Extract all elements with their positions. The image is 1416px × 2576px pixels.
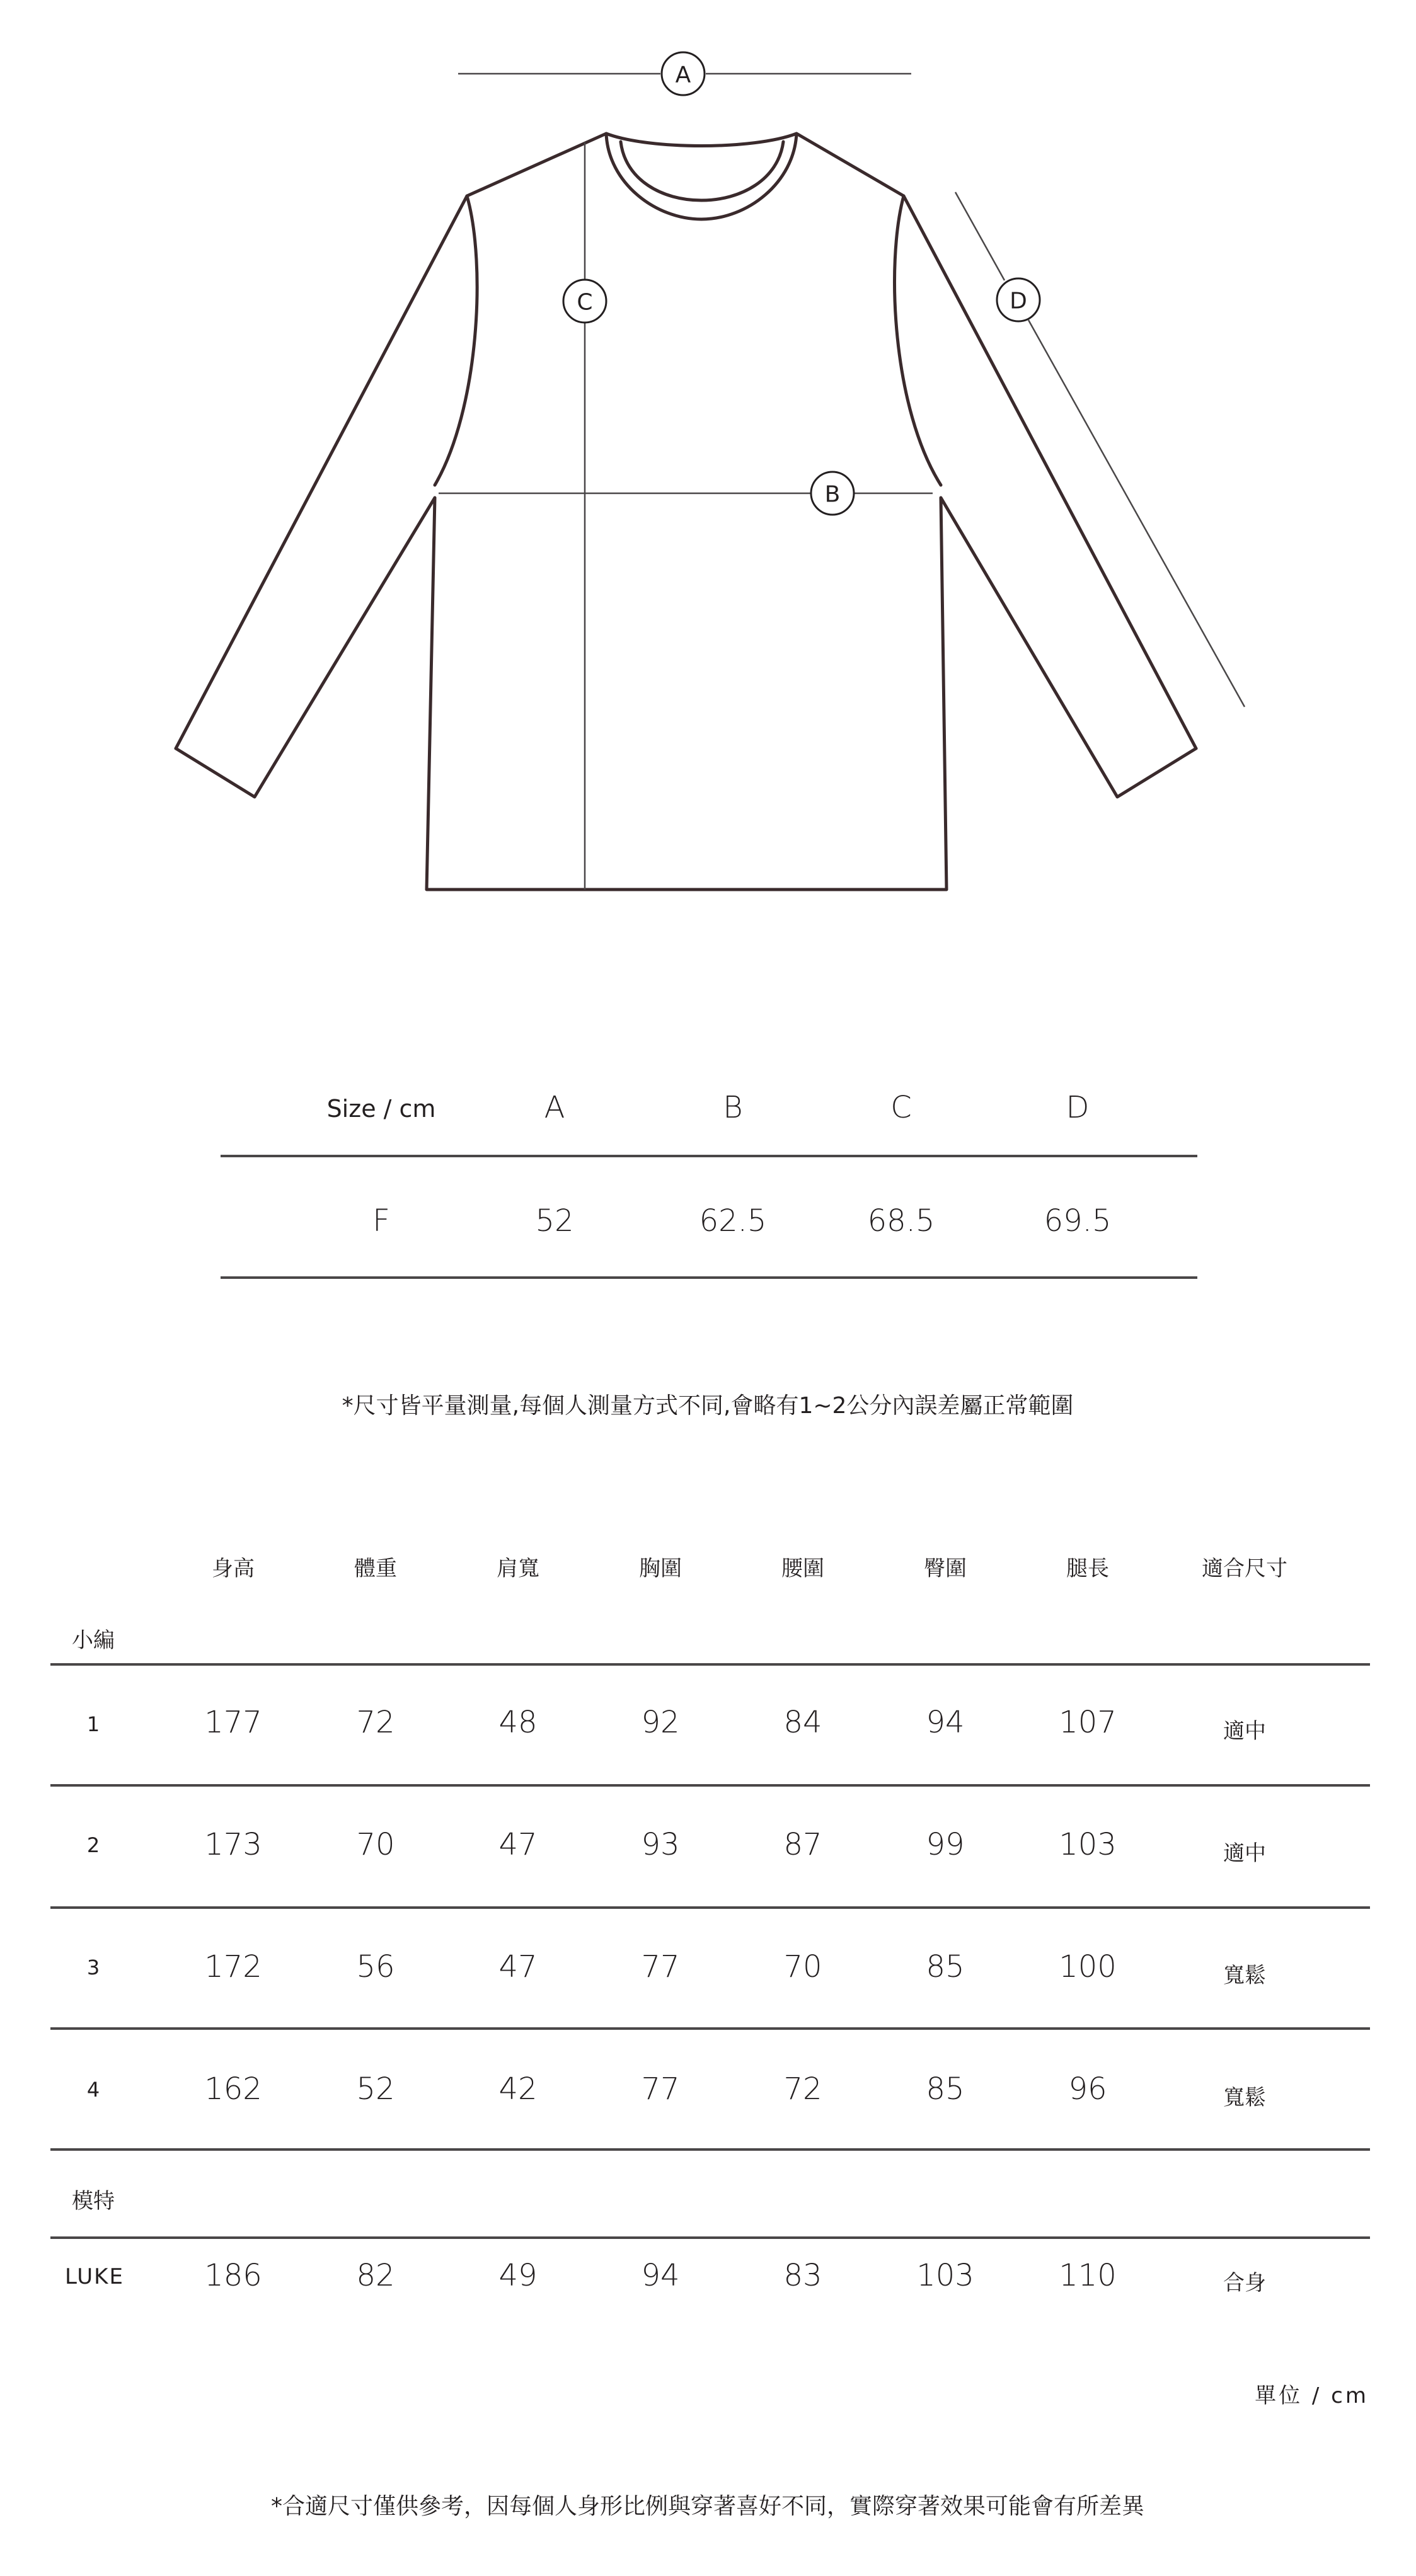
header-shoulder: 肩寬: [497, 1556, 539, 1581]
row2-waist: 87: [783, 1827, 822, 1862]
model-chest: 94: [641, 2258, 680, 2293]
model-height: 186: [204, 2258, 262, 2293]
row-id: 1: [86, 1712, 100, 1736]
row4-fit: 寬鬆: [1223, 2085, 1266, 2110]
label-a: A: [675, 62, 691, 88]
collar-inner: [621, 142, 783, 200]
row2-hip: 99: [926, 1827, 965, 1862]
header-fit: 適合尺寸: [1202, 1556, 1287, 1581]
size-header-b: B: [723, 1090, 743, 1125]
row-id: 4: [86, 2078, 100, 2102]
model-fit: 合身: [1223, 2270, 1266, 2296]
model-waist: 83: [783, 2258, 822, 2293]
model-leg: 110: [1059, 2258, 1117, 2293]
row4-shoulder: 42: [498, 2071, 538, 2107]
measure-line-d: [955, 192, 1004, 280]
row-id: 2: [86, 1833, 100, 1857]
row2-shoulder: 47: [498, 1827, 538, 1862]
row1-waist: 84: [783, 1705, 822, 1740]
row2-chest: 93: [641, 1827, 680, 1862]
size-row-c: 68.5: [867, 1203, 935, 1239]
label-c: C: [577, 289, 593, 316]
garment-diagram: [0, 0, 1416, 945]
row4-waist: 72: [783, 2071, 822, 2107]
group-editor-label: 小編: [72, 1628, 115, 1653]
size-header-d: D: [1066, 1090, 1090, 1125]
row1-chest: 92: [641, 1705, 680, 1740]
fit-rule-5: [50, 2236, 1370, 2239]
row3-hip: 85: [926, 1949, 965, 1984]
fit-rule-0: [50, 1663, 1370, 1666]
row4-height: 162: [204, 2071, 262, 2107]
row3-waist: 70: [783, 1949, 822, 1984]
group-model-label: 模特: [72, 2189, 115, 2214]
measure-note: *尺寸皆平量測量,每個人測量方式不同,會略有1~2公分內誤差屬正常範圍: [342, 1393, 1074, 1419]
row2-leg: 103: [1059, 1827, 1117, 1862]
row4-chest: 77: [641, 2071, 680, 2107]
model-weight: 82: [356, 2258, 395, 2293]
size-row-b: 62.5: [699, 1203, 767, 1239]
footer-note: *合適尺寸僅供參考，因每個人身形比例與穿著喜好不同，實際穿著效果可能會有所差異: [270, 2493, 1145, 2519]
row2-height: 173: [204, 1827, 262, 1862]
row1-fit: 適中: [1223, 1719, 1266, 1744]
row1-leg: 107: [1059, 1705, 1117, 1740]
size-row-a: 52: [535, 1203, 574, 1239]
label-d: D: [1010, 288, 1027, 314]
row4-hip: 85: [926, 2071, 965, 2107]
model-shoulder: 49: [498, 2258, 538, 2293]
row2-weight: 70: [356, 1827, 395, 1862]
fit-rule-2: [50, 1906, 1370, 1909]
header-chest: 胸圍: [639, 1556, 682, 1581]
row-id: 3: [86, 1955, 100, 1979]
size-header-c: C: [890, 1090, 912, 1125]
row3-shoulder: 47: [498, 1949, 538, 1984]
fit-rule-1: [50, 1784, 1370, 1787]
model-hip: 103: [916, 2258, 974, 2293]
size-row-d: 69.5: [1044, 1203, 1112, 1239]
row3-weight: 56: [356, 1949, 395, 1984]
size-table-bottom-rule: [221, 1276, 1197, 1279]
shirt-outline: [176, 134, 1196, 890]
header-hip: 臀圍: [924, 1556, 967, 1581]
right-armhole: [895, 196, 941, 485]
fit-rule-3: [50, 2027, 1370, 2030]
row3-fit: 寬鬆: [1223, 1963, 1266, 1988]
row2-fit: 適中: [1223, 1841, 1266, 1866]
row4-leg: 96: [1068, 2071, 1107, 2107]
unit-note: 單位 / cm: [1255, 2383, 1369, 2408]
row3-height: 172: [204, 1949, 262, 1984]
header-leg: 腿長: [1066, 1556, 1109, 1581]
size-header-a: A: [544, 1090, 565, 1125]
row1-height: 177: [204, 1705, 262, 1740]
size-row-label: F: [372, 1203, 390, 1239]
fit-rule-4: [50, 2148, 1370, 2151]
size-header-label: Size / cm: [326, 1095, 436, 1123]
row3-leg: 100: [1059, 1949, 1117, 1984]
model-row-id: LUKE: [65, 2264, 124, 2289]
header-waist: 腰圍: [781, 1556, 824, 1581]
row1-weight: 72: [356, 1705, 395, 1740]
row3-chest: 77: [641, 1949, 680, 1984]
row1-hip: 94: [926, 1705, 965, 1740]
size-table-divider: [221, 1155, 1197, 1157]
label-b: B: [824, 481, 841, 508]
row4-weight: 52: [356, 2071, 395, 2107]
header-weight: 體重: [354, 1556, 397, 1581]
left-armhole: [435, 196, 477, 485]
header-height: 身高: [212, 1556, 255, 1581]
row1-shoulder: 48: [498, 1705, 538, 1740]
